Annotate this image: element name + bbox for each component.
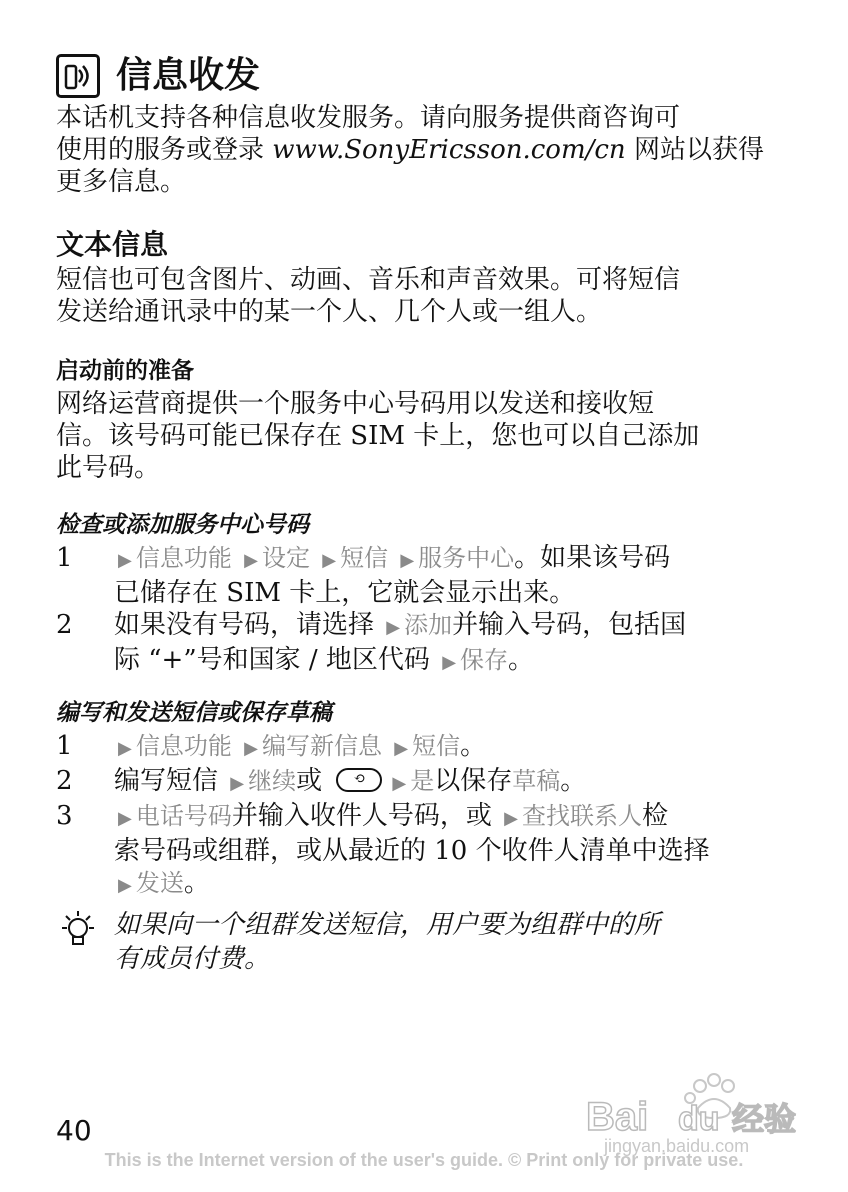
website-link: www.SonyEricsson.com/cn (272, 135, 626, 165)
message-icon (56, 54, 100, 98)
step-number: 1 (56, 731, 73, 761)
menu-label: 设定 (261, 544, 310, 572)
watermark-brand2: du (678, 1100, 720, 1138)
arrow-icon: ▶ (386, 617, 401, 638)
arrow-icon: ▶ (230, 773, 245, 794)
page-number: 40 (56, 1114, 92, 1147)
arrow-icon: ▶ (118, 550, 132, 571)
menu-label: 短信 (412, 732, 461, 760)
menu-label: 服务中心 (418, 544, 515, 572)
menu-label: 信息功能 (135, 544, 232, 572)
list-item (56, 542, 796, 609)
step-number: 2 (56, 610, 73, 640)
step-number: 2 (56, 766, 73, 796)
menu-label: 是 (410, 767, 435, 795)
list-item (56, 800, 796, 902)
subheading-write-send: 编写和发送短信或保存草稿 (56, 700, 332, 726)
menu-label: 信息功能 (135, 732, 232, 760)
tip-line: 如果向一个组群发送短信，用户要为组群中的所 (114, 910, 661, 940)
section-heading-text-messages: 文本信息 (56, 228, 169, 261)
arrow-icon: ▶ (244, 738, 258, 759)
arrow-icon: ▶ (504, 808, 518, 829)
intro-line: 使用的服务或登录 www.SonyEricsson.com/cn 网站以获得 (56, 135, 764, 165)
menu-label: 编写新信息 (261, 732, 382, 760)
menu-label: 草稿 (512, 767, 561, 795)
menu-label: 继续 (248, 767, 297, 795)
arrow-icon: ▶ (392, 773, 407, 794)
arrow-icon: ▶ (118, 808, 132, 829)
menu-label: 查找联系人 (521, 802, 642, 830)
text-messages-paragraph (56, 264, 680, 328)
paragraph-line: 信。该号码可能已保存在 SIM 卡上，您也可以自己添加 (56, 421, 700, 451)
tip-note (56, 908, 774, 976)
subheading-check-service-center: 检查或添加服务中心号码 (56, 512, 309, 538)
page-title: 信息收发 (116, 55, 261, 96)
list-item (56, 609, 796, 679)
list-item (56, 765, 796, 800)
intro-line: 本话机支持各种信息收发服务。请向服务提供商咨询可 (56, 103, 681, 133)
arrow-icon: ▶ (394, 738, 409, 759)
arrow-icon: ▶ (400, 550, 415, 571)
step-number: 1 (56, 543, 73, 573)
step-text: ▶ 信息功能 ▶ 编写新信息 ▶ 短信。 (118, 731, 487, 761)
paragraph-line: 此号码。 (56, 453, 161, 483)
lightbulb-icon (56, 908, 100, 952)
arrow-icon: ▶ (244, 550, 258, 571)
check-steps-list (56, 542, 796, 679)
write-steps-list (56, 730, 796, 902)
paragraph-line: 网络运营商提供一个服务中心号码用以发送和接收短 (56, 389, 655, 419)
arrow-icon: ▶ (118, 875, 132, 896)
menu-label: 短信 (340, 544, 389, 572)
step-text: ▶ 信息功能 ▶ 设定 ▶ 短信 ▶ 服务中心。如果该号码 已储存在 SIM 卡上，它就会显示出来。 (114, 543, 671, 608)
tip-text (114, 908, 774, 976)
menu-label: 发送 (135, 869, 184, 897)
arrow-icon: ▶ (118, 738, 132, 759)
prep-paragraph (56, 388, 699, 484)
watermark-brand: Bai (586, 1095, 649, 1139)
paragraph-line: 短信也可包含图片、动画、音乐和声音效果。可将短信 (56, 265, 681, 295)
back-key-icon: ⟲ (336, 768, 382, 792)
arrow-icon: ▶ (322, 550, 337, 571)
step-text: 如果没有号码，请选择 ▶ 添加并输入号码，包括国 际 “+”号和国家 / 地区代码 ▶ 保存。 (114, 610, 687, 675)
paragraph-line: 发送给通讯录中的某一个人、几个人或一组人。 (56, 297, 603, 327)
step-number: 3 (56, 801, 73, 831)
arrow-icon: ▶ (442, 652, 457, 673)
intro-paragraph (56, 102, 764, 198)
watermark-cn: 经验 (732, 1100, 797, 1138)
list-item (56, 730, 796, 765)
baidu-watermark-logo (582, 1072, 822, 1162)
menu-label: 电话号码 (135, 802, 232, 830)
tip-line: 有成员付费。 (114, 944, 271, 974)
step-text: ▶ 电话号码并输入收件人号码，或 ▶ 查找联系人检 索号码或组群，或从最近的 10 个收件人清单中选择 ▶ 发送。 (114, 801, 710, 898)
message-icon-graphic (60, 58, 96, 94)
footer-notice: This is the Internet version of the user's guide. © Print only for private use. (104, 1150, 744, 1170)
title-row (56, 54, 260, 98)
menu-label: 保存 (460, 646, 509, 674)
subheading-before-start: 启动前的准备 (56, 358, 194, 384)
watermark-url: jingyan.baidu.com (604, 1136, 750, 1156)
intro-line: 更多信息。 (56, 167, 187, 197)
step-text: 编写短信 ▶ 继续或 ⟲ ▶ 是以保存草稿。 (114, 766, 587, 796)
menu-label: 添加 (404, 611, 453, 639)
